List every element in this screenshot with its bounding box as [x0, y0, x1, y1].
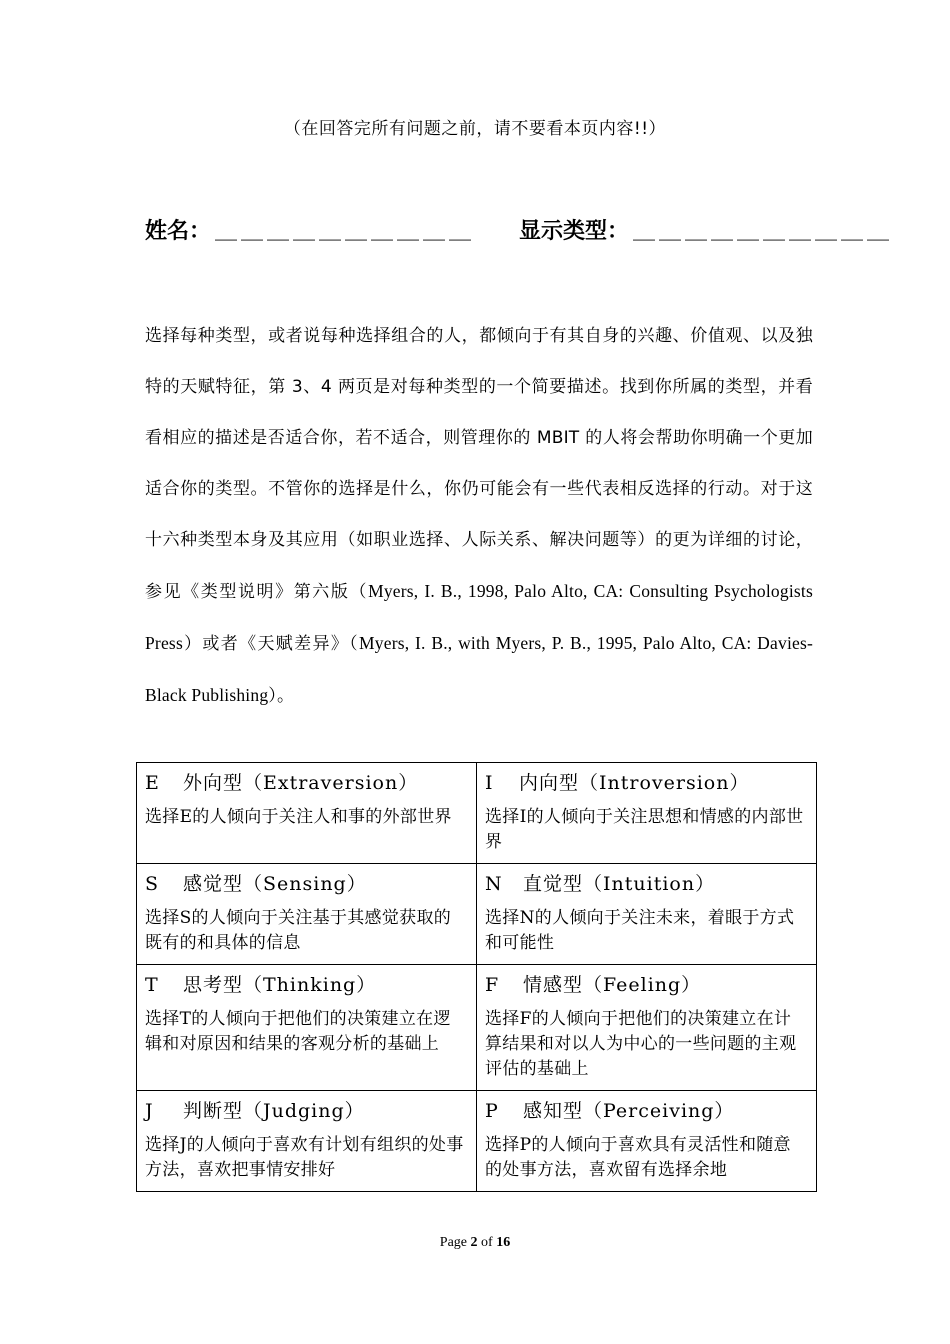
table-row — [137, 1091, 817, 1192]
type-cell-f — [477, 965, 817, 1091]
type-description: 选择S的人倾向于关注基于其感觉获取的既有的和具体的信息 — [145, 908, 452, 953]
type-description: 选择F的人倾向于把他们的决策建立在计算结果和对以人为中心的一些问题的主观评估的基础上 — [485, 1009, 797, 1079]
type-cell-e — [137, 763, 477, 864]
description-paragraph — [145, 311, 813, 722]
type-description: 选择I的人倾向于关注思想和情感的内部世界 — [485, 807, 804, 852]
type-name: 直觉型（Intuition） — [523, 873, 716, 895]
type-blank: ＿＿＿＿＿＿＿＿＿＿ — [633, 219, 894, 244]
type-description: 选择E的人倾向于关注人和事的外部世界 — [145, 807, 452, 827]
reference-2: Myers, I. B., with Myers, P. B., 1995, Palo Alto, CA: Davies-Black Publishing — [145, 633, 814, 705]
type-cell-j — [137, 1091, 477, 1192]
type-name: 内向型（Introversion） — [519, 772, 750, 794]
type-letter: J — [145, 1100, 154, 1122]
type-name: 判断型（Judging） — [183, 1100, 365, 1122]
type-description: 选择N的人倾向于关注未来，着眼于方式和可能性 — [485, 908, 795, 953]
total-pages-number: 16 — [496, 1235, 511, 1250]
type-letter: T — [145, 974, 159, 996]
type-description: 选择J的人倾向于喜欢有计划有组织的处事方法，喜欢把事情安排好 — [145, 1135, 464, 1180]
name-blank: ＿＿＿＿＿＿＿＿＿＿ — [215, 219, 476, 244]
type-cell-s — [137, 864, 477, 965]
type-name: 外向型（Extraversion） — [183, 772, 419, 794]
type-description: 选择T的人倾向于把他们的决策建立在逻辑和对原因和结果的客观分析的基础上 — [145, 1009, 451, 1054]
current-page-number: 2 — [470, 1235, 478, 1250]
type-letter: P — [485, 1100, 499, 1122]
type-label: 显示类型： — [519, 219, 630, 244]
reference-1: Myers, I. B., 1998, Palo Alto, CA: Consulting Psychologists Press — [145, 581, 813, 653]
type-letter: N — [485, 873, 503, 895]
name-label: 姓名： — [145, 219, 212, 244]
table-row — [137, 763, 817, 864]
table-row — [137, 965, 817, 1091]
paragraph-part-3: ）。 — [268, 686, 295, 706]
paragraph-part-2: ）或者《天赋差异》（ — [182, 634, 360, 654]
type-letter: F — [485, 974, 500, 996]
notice-text: （在回答完所有问题之前，请不要看本页内容!!） — [283, 119, 667, 139]
table-row — [137, 864, 817, 965]
of-word: of — [481, 1235, 493, 1250]
paragraph-part-1: 选择每种类型，或者说每种选择组合的人，都倾向于有其自身的兴趣、价值观、以及独特的天赋特征，第 3、4 两页是对每种类型的一个简要描述。找到你所属的类型，并看看相应的描述是否适合你，若不适合，则管理你的 MBIT 的人将会帮助你明确一个更加适合你的类型。不管你的选择是什么，你仍可能会有一些代表相反选择的行动。对于这十六种类型本身及其应用（如职业选择、人际关系、解决问题等）的更为详细的讨论，参见《类型说明》第六版（ — [145, 326, 813, 602]
header-fields — [145, 214, 894, 245]
type-cell-i — [477, 763, 817, 864]
type-cell-n — [477, 864, 817, 965]
type-table — [136, 762, 817, 1192]
type-name: 情感型（Feeling） — [523, 974, 702, 996]
type-name: 思考型（Thinking） — [183, 974, 377, 996]
type-name: 感觉型（Sensing） — [183, 873, 367, 895]
type-cell-t — [137, 965, 477, 1091]
page-footer — [0, 1235, 950, 1251]
page-word: Page — [439, 1235, 468, 1250]
type-letter: S — [145, 873, 160, 895]
type-description: 选择P的人倾向于喜欢具有灵活性和随意的处事方法，喜欢留有选择余地 — [485, 1135, 791, 1180]
type-letter: E — [145, 772, 160, 794]
type-cell-p — [477, 1091, 817, 1192]
type-name: 感知型（Perceiving） — [523, 1100, 735, 1122]
type-letter: I — [485, 772, 494, 794]
